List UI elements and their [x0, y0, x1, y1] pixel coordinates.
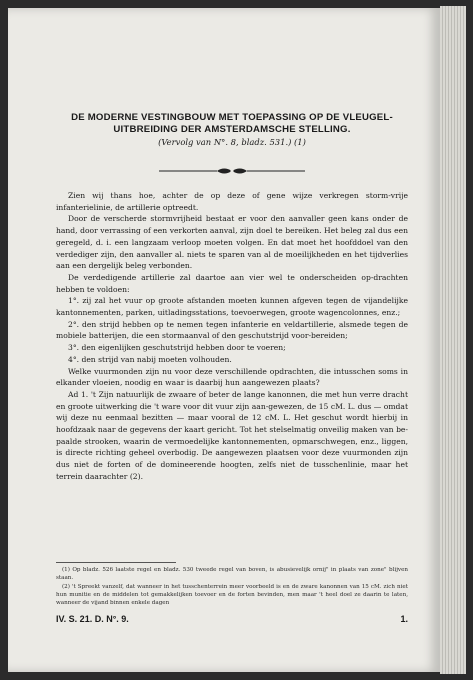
article-subtitle: (Vervolg van N°. 8, bladz. 531.) (1): [158, 137, 306, 147]
paragraph: Door de verscherde stormvrijheid bestaat er voor den aanvaller geen kans onder de hand, door verrassing of een verkorten aanval, zijn doel te bereiken. Het beleg zal dus een geregeld, d. i. een langzaam verloop moeten volgen. En dat moet het hoofddoel van den verdediger zijn, den aanvaller al. niets te sparen van al de moeilijkheden en het tijdverlies aan een dergelijk beleg verbonden.: [56, 214, 408, 271]
ornament-divider-icon: [157, 166, 307, 176]
footnote: (1) Op bladz. 526 laatste regel en bladz. 530 tweede regel van boven, is abusievelijk ornij" in plaats van zone" blijven staan.: [56, 567, 408, 581]
footnotes: [56, 566, 408, 608]
paragraph: Ad 1. 't Zijn natuurlijk de zwaare of beter de lange kanonnen, die met hun verre dracht en groote uitwerking die 't ware voor dit vuur zijn aan-gewezen, de 15 cM. L. dus — omdat wij deze nu eenmaal bezitten — maar vooral de 12 cM. L. Het geschut wordt hierbij in hoofdzaak naar de gegevens der kaart gericht. Tot het stelselmatig onveilig maken van be-paalde strooken, waarin de vermoedelijke kantonnementen, opmarschwegen, enz., liggen, is directe richting geheel overbodig. De aangewezen plaatsen voor deze vuurmonden zijn dus niet de forten of de domineerende hoogten, zelfs niet de tusschenlinie, maar het terrein daarachter (2).: [56, 389, 408, 481]
footnote-divider: [56, 562, 176, 563]
sheet-number: 1.: [400, 614, 408, 624]
article: [56, 112, 408, 483]
paragraph: 4°. den strijd van nabij moeten volhouden.: [68, 354, 232, 364]
paragraph: Zien wij thans hoe, achter de op deze of gene wijze verkregen storm-vrije infanterielinie, de artillerie optreedt.: [56, 191, 408, 212]
article-title-line-1: DE MODERNE VESTINGBOUW MET TOEPASSING OP DE VLEUGEL-: [71, 112, 393, 123]
footnote: (2) 't Spreekt vanzelf, dat wanneer in het tusschenterrein meer voorbeeld is en de zware kanonnen van 15 cM. zich niet hun munitie en de middelen tot gemakkelijken toevoer en de forten bevinden, men maar 't heel doel ze daarin te laten, wanneer de vijand binnen enkele dagen: [56, 584, 408, 606]
article-title-line-2: UITBREIDING DER AMSTERDAMSCHE STELLING.: [113, 124, 351, 135]
page-stack-edge: [440, 6, 466, 674]
paragraph: Welke vuurmonden zijn nu voor deze verschillende opdrachten, die intusschen soms in elkander vloeien, noodig en waar is daarbij hun aangewezen plaats?: [56, 366, 408, 388]
paragraph: 1°. zij zal het vuur op groote afstanden moeten kunnen afgeven tegen de vijandelijke kantonnementen, parken, uitladingsstations, toevoerwegen, groote wagencolonnes, enz.;: [56, 296, 408, 318]
signature-line: [56, 614, 408, 624]
signature-mark: IV. S. 21. D. N°. 9.: [56, 614, 129, 624]
paragraph: De verdedigende artillerie zal daartoe aan vier wel te onderscheiden op-drachten hebben te voldoen:: [56, 272, 408, 294]
paragraph: 2°. den strijd hebben op te nemen tegen infanterie en veldartillerie, alsmede tegen de mobiele batterijen, die een stormaanval of den geschutstrijd voor-bereiden;: [56, 319, 408, 341]
paragraph: 3°. den eigenlijken geschutstrijd hebben door te voeren;: [68, 343, 286, 353]
article-body: [56, 190, 408, 483]
